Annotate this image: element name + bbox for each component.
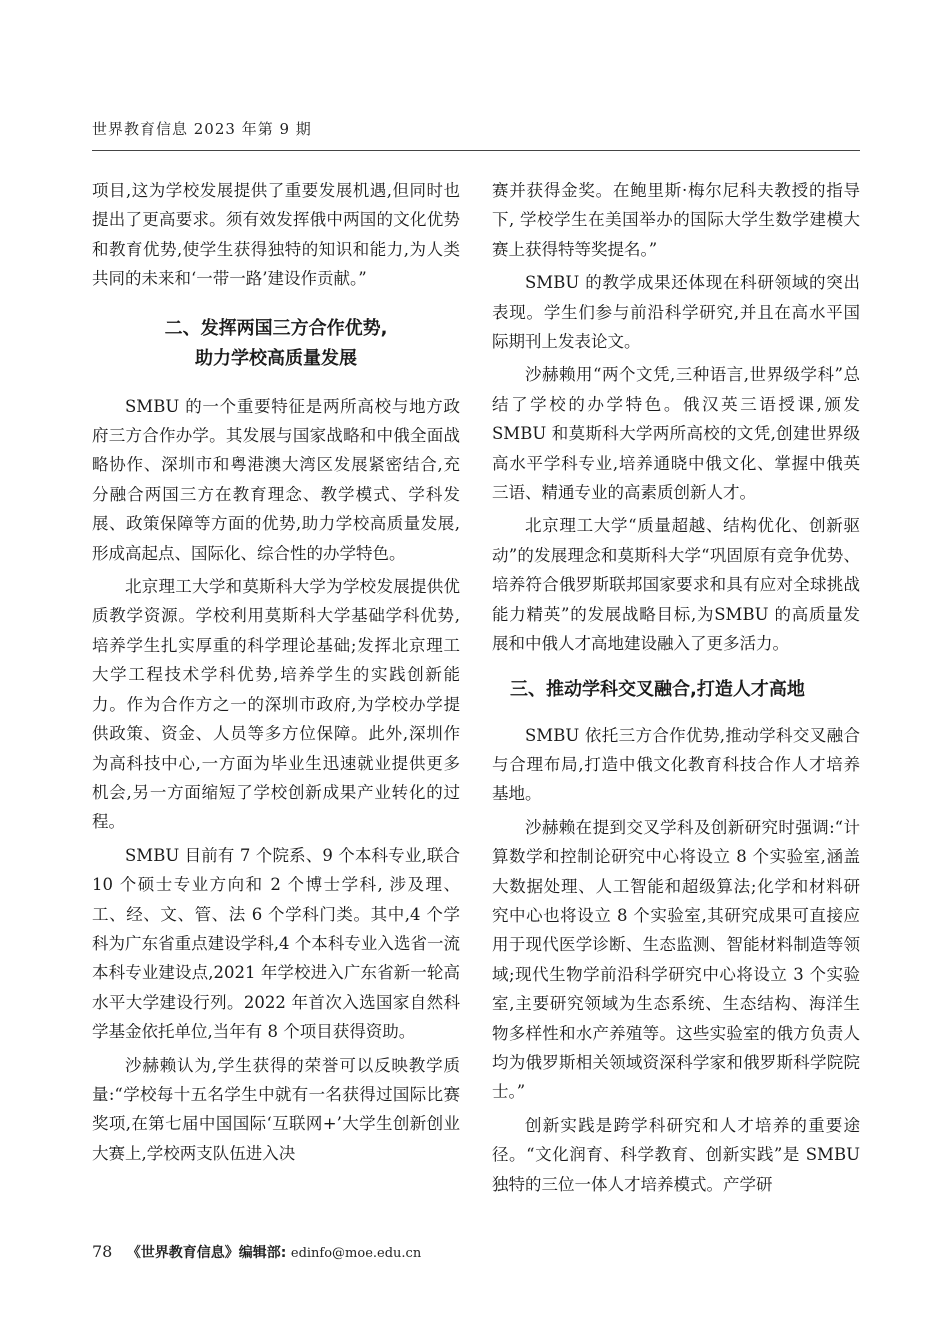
section-2-heading-line1: 二、发挥两国三方合作优势, [164,317,388,339]
section-2-heading-line2: 助力学校高质量发展 [195,347,357,369]
editorial-email: edinfo@moe.edu.cn [290,1246,422,1261]
paragraph: 创新实践是跨学科研究和人才培养的重要途径。“文化润育、科学教育、创新实践”是 SMBU 独特的三位一体人才培养模式。产学研 [492,1115,860,1194]
paragraph: 沙赫赖认为,学生获得的荣誉可以反映教学质量:“学校每十五名学生中就有一名获得过国际比赛奖项,在第七届中国国际‘互联网+’大学生创新创业大赛上,学校两支队伍进入决 [92,1055,460,1163]
paragraph-continued: 赛并获得金奖。在鲍里斯·梅尔尼科夫教授的指导下, 学校学生在美国举办的国际大学生数学建模大赛上获得特等奖提名。” [492,181,860,259]
section-2-heading [92,314,460,374]
paragraph: 北京理工大学“质量超越、结构优化、创新驱动”的发展理念和莫斯科大学“巩固原有竞争优势、培养符合俄罗斯联邦国家要求和具有应对全球挑战能力精英”的发展战略目标,为SMBU 的高质量发展和中俄人才高地建设融入了更多活力。 [492,516,860,654]
paragraph: 北京理工大学和莫斯科大学为学校发展提供优质教学资源。学校利用莫斯科大学基础学科优势,培养学生扎实厚重的科学理论基础;发挥北京理工大学工程技术学科优势,培养学生的实践创新能力。作为合作方之一的深圳市政府,为学校办学提供政策、资金、人员等多方位保障。此外,深圳作为高科技中心,一方面为毕业生迅速就业提供更多机会,另一方面缩短了学校创新成果产业转化的过程。 [92,577,460,832]
left-column [92,176,460,1168]
header-rule [92,150,860,151]
paragraph: SMBU 目前有 7 个院系、9 个本科专业,联合 10 个硕士专业方向和 2 个博士学科, 涉及理、工、经、文、管、法 6 个学科门类。其中,4 个学科为广东省重点建设学科,4 个本科专业入选省一流本科专业建设点,2021 年学校进入广东省新一轮高水平大学建设行列。2022 年首次入选国家自然科学基金依托单位,当年有 8 个项目获得资助。 [92,845,460,1042]
paragraph: SMBU 依托三方合作优势,推动学科交叉融合与合理布局,打造中俄文化教育科技合作人才培养基地。 [492,725,860,804]
paragraph: 沙赫赖在提到交叉学科及创新研究时强调:“计算数学和控制论研究中心将设立 8 个实验室,涵盖大数据处理、人工智能和超级算法;化学和材料研究中心也将设立 8 个实验室,其研究成果可直接应用于现代医学诊断、生态监测、智能材料制造等领域;现代生物学前沿科学研究中心将设立 3 个实验室,主要研究领域为生态系统、生态结构、海洋生物多样性和水产养殖等。这些实验室的俄方负责人均为俄罗斯相关领域资深科学家和俄罗斯科学院院士。” [492,817,860,1102]
right-column [492,176,860,1199]
paragraph-continued: 项目,这为学校发展提供了重要发展机遇,但同时也提出了更高要求。须有效发挥俄中两国的文化优势和教育优势,使学生获得独特的知识和能力,为人类共同的未来和‘一带一路’建设作贡献。” [92,181,460,289]
paragraph: SMBU 的教学成果还体现在科研领域的突出表现。学生们参与前沿科学研究,并且在高水平国际期刊上发表论文。 [492,273,860,352]
running-header: 世界教育信息 2023 年第 9 期 [92,120,312,138]
paragraph: SMBU 的一个重要特征是两所高校与地方政府三方合作办学。其发展与国家战略和中俄全面战略协作、深圳市和粤港澳大湾区发展紧密结合,充分融合两国三方在教育理念、教学模式、学科发展、政策保障等方面的优势,助力学校高质量发展,形成高起点、国际化、综合性的办学特色。 [92,396,460,563]
section-3-heading: 三、推动学科交叉融合,打造人才高地 [510,678,805,700]
page-footer [92,1242,421,1262]
magazine-editorial-label: 《世界教育信息》编辑部: [126,1245,287,1261]
paragraph: 沙赫赖用“两个文凭,三种语言,世界级学科”总结了学校的办学特色。俄汉英三语授课,颁发 SMBU 和莫斯科大学两所高校的文凭,创建世界级高水平学科专业,培养通晓中俄文化、掌握中俄英三语、精通专业的高素质创新人才。 [492,365,860,503]
page-number: 78 [92,1242,113,1261]
